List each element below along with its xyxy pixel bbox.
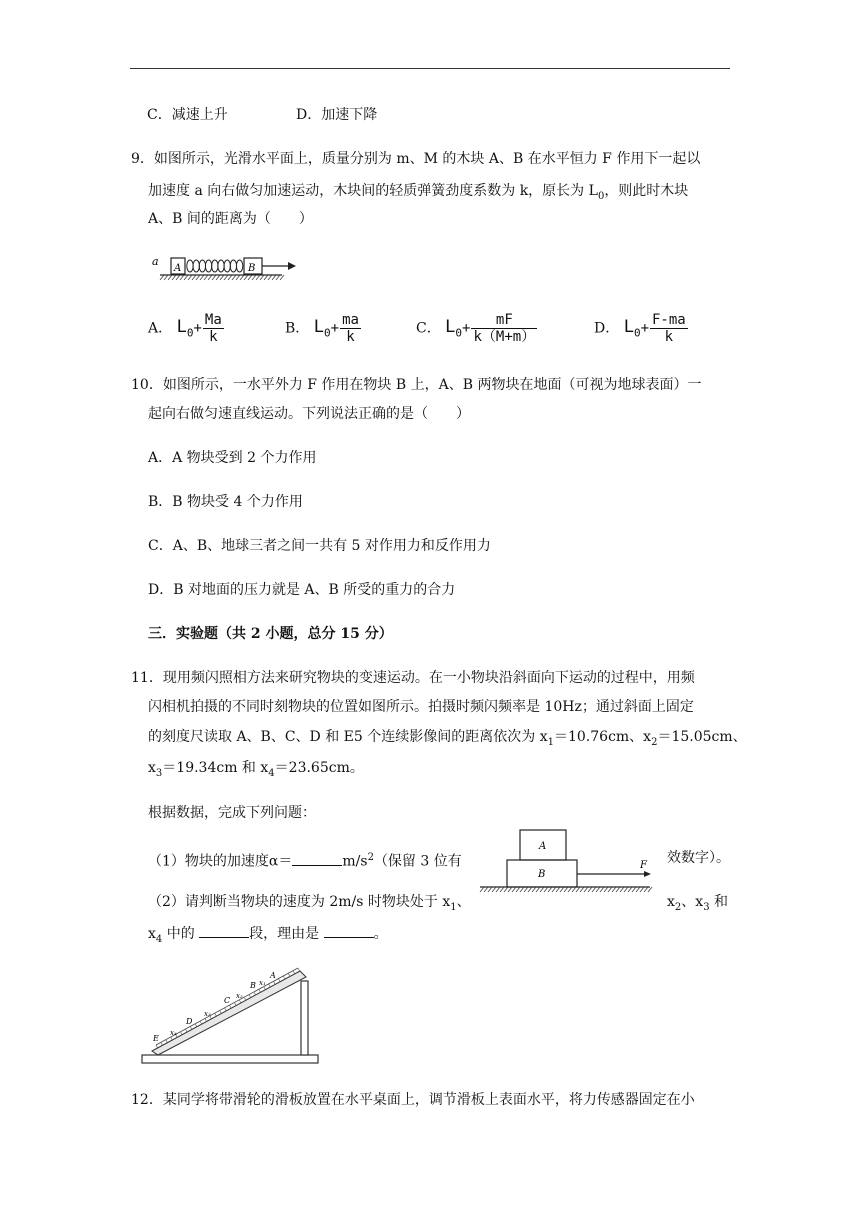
hatch-mark: [484, 887, 488, 892]
hatch-mark: [252, 275, 256, 280]
hatch-mark: [248, 275, 252, 280]
ruler-tick: [293, 971, 295, 974]
hatch-mark: [596, 887, 600, 892]
stack-block-b-label: B: [538, 869, 546, 880]
hatch-mark: [620, 887, 624, 892]
incline-base: [142, 1055, 318, 1063]
hatch-mark: [520, 887, 524, 892]
q9-stem-line2: 加速度 a 向右做匀加速运动，木块间的轻质弹簧劲度系数为 k，原长为 $L_0$，则此时木块: [148, 183, 689, 202]
answer-blank-reason[interactable]: [324, 923, 374, 938]
spring-coil: [224, 260, 230, 272]
hatch-mark: [604, 887, 608, 892]
q9-fig-block-b-label: B: [248, 263, 256, 274]
incline-label-c: C: [224, 996, 231, 1005]
ruler-tick: [180, 1032, 182, 1035]
hatch-mark: [592, 887, 596, 892]
hatch-mark: [636, 887, 640, 892]
incline-ruler: [156, 968, 298, 1045]
hatch-mark: [560, 887, 564, 892]
ruler-tick: [298, 968, 300, 971]
hatch-mark: [568, 887, 572, 892]
hatch-mark: [580, 887, 584, 892]
hatch-mark: [176, 275, 180, 280]
incline-board: [152, 971, 306, 1055]
ruler-tick: [215, 1013, 217, 1016]
ruler-tick: [171, 1037, 173, 1040]
spring-coil: [212, 260, 218, 272]
hatch-mark: [528, 887, 532, 892]
hatch-mark: [184, 275, 188, 280]
hatch-mark: [480, 887, 484, 892]
hatch-mark: [588, 887, 592, 892]
hatch-mark: [228, 275, 232, 280]
spring-coil: [230, 260, 236, 272]
hatch-mark: [224, 275, 228, 280]
ruler-tick: [205, 1018, 207, 1021]
ruler-tick: [195, 1024, 197, 1027]
ruler-tick: [229, 1005, 231, 1008]
q10-option-a: A．A 物块受到 2 个力作用: [148, 450, 317, 466]
q9-option-c: C． $L_0+$ $\frac{mF}{k(M+m)}$: [416, 312, 536, 345]
stack-block-a-label: A: [539, 841, 547, 852]
ruler-tick: [239, 1000, 241, 1003]
hatch-mark: [220, 275, 224, 280]
ruler-tick: [269, 984, 271, 987]
ruler-tick: [185, 1029, 187, 1032]
spring-coil: [187, 260, 193, 272]
incline-post: [301, 981, 308, 1055]
hatch-mark: [232, 275, 236, 280]
q10-option-d: D．B 对地面的压力就是 A、B 所受的重力的合力: [148, 582, 456, 598]
hatch-mark: [516, 887, 520, 892]
ruler-ticks: [156, 968, 300, 1048]
stack-force-head: [644, 871, 651, 877]
hatch-mark: [508, 887, 512, 892]
force-arrow-head: [288, 262, 296, 270]
ruler-tick: [259, 989, 261, 992]
hatch-mark: [600, 887, 604, 892]
hatch-mark: [584, 887, 588, 892]
header-rule: [130, 68, 730, 69]
q11-part2-end: $x_2$、$x_3$ 和: [667, 894, 729, 913]
hatch-mark: [564, 887, 568, 892]
hatch-mark: [196, 275, 200, 280]
ruler-tick: [161, 1042, 163, 1045]
spring-coil: [218, 260, 224, 272]
hatch-mark: [492, 887, 496, 892]
hatch-mark: [280, 275, 284, 280]
hatch-mark: [236, 275, 240, 280]
hatch-mark: [268, 275, 272, 280]
ruler-tick: [264, 987, 266, 990]
q11-part1: （1）物块的加速度$\alpha= m/s^2$（保留 3 位有: [148, 852, 462, 870]
ruler-tick: [200, 1021, 202, 1024]
q11-part1-end: 效数字）。: [667, 850, 730, 866]
ruler-tick: [220, 1010, 222, 1013]
hatch-mark: [616, 887, 620, 892]
hatch-mark: [204, 275, 208, 280]
q9-spring-figure: [150, 250, 300, 284]
hatch-mark: [260, 275, 264, 280]
ground-hatch: [160, 275, 284, 280]
q9-option-a: A． $L_0+$ $\frac{Ma}{k}$: [148, 312, 222, 345]
hatch-mark: [172, 275, 176, 280]
incline-label-a: A: [270, 971, 276, 980]
hatch-mark: [624, 887, 628, 892]
hatch-mark: [576, 887, 580, 892]
q8-option-c: C．减速上升: [147, 107, 228, 123]
incline-label-d: D: [186, 1017, 193, 1026]
q10-option-b: B．B 物块受 4 个力作用: [148, 494, 303, 510]
hatch-mark: [644, 887, 648, 892]
q9-option-d: D． $L_0+$ $\frac{F-ma}{k}$: [594, 312, 686, 345]
hatch-mark: [612, 887, 616, 892]
hatch-mark: [240, 275, 244, 280]
ruler-tick: [166, 1040, 168, 1043]
ruler-tick: [278, 979, 280, 982]
hatch-mark: [188, 275, 192, 280]
hatch-mark: [500, 887, 504, 892]
q11-part2: （2）请判断当物块的速度为 2m/s 时物块处于 $x_1$、: [148, 894, 471, 913]
hatch-mark: [524, 887, 528, 892]
hatch-mark: [552, 887, 556, 892]
incline-x4: x₄: [170, 1029, 177, 1037]
hatch-mark: [640, 887, 644, 892]
q11-stacked-blocks-figure: [478, 826, 658, 896]
stack-ground-hatch: [480, 887, 652, 892]
section-3-heading: 三．实验题（共 2 小题，总分 15 分）: [148, 626, 393, 642]
q10-stem-line2: 起向右做匀速直线运动。下列说法正确的是（ ）: [148, 406, 470, 422]
q9-fig-block-a-label: A: [174, 263, 182, 274]
hatch-mark: [512, 887, 516, 892]
answer-blank-acceleration[interactable]: [292, 851, 342, 866]
q11-line1: 11．现用频闪照相方法来研究物块的变速运动。在一小物块沿斜面向下运动的过程中，用频: [131, 670, 695, 686]
q9-option-b: B． $L_0+$ $\frac{ma}{k}$: [285, 312, 359, 345]
q9-stem-line1: 9．如图所示，光滑水平面上，质量分别为 m、M 的木块 A、B 在水平恒力 F 作用下一起以: [131, 151, 701, 167]
q11-line2: 闪相机拍摄的不同时刻物块的位置如图所示。拍摄时频闪频率是 10Hz；通过斜面上固定: [148, 699, 694, 715]
spring-coil: [236, 260, 242, 272]
hatch-mark: [504, 887, 508, 892]
ruler-tick: [225, 1008, 227, 1011]
q11-line4: $x_3=19.34cm$ 和 $x_4=23.65cm$。: [148, 760, 364, 779]
q10-option-c: C．A、B、地球三者之间一共有 5 对作用力和反作用力: [148, 538, 491, 554]
q11-incline-figure: [140, 965, 322, 1067]
incline-label-b: B: [250, 981, 256, 990]
hatch-mark: [216, 275, 220, 280]
spring: [187, 260, 243, 272]
q11-intro: 根据数据，完成下列问题：: [148, 805, 316, 821]
hatch-mark: [192, 275, 196, 280]
hatch-mark: [536, 887, 540, 892]
hatch-mark: [264, 275, 268, 280]
hatch-mark: [180, 275, 184, 280]
hatch-mark: [556, 887, 560, 892]
spring-coil: [205, 260, 211, 272]
hatch-mark: [544, 887, 548, 892]
ruler-tick: [283, 976, 285, 979]
hatch-mark: [160, 275, 164, 280]
ruler-tick: [244, 997, 246, 1000]
spring-coil: [193, 260, 199, 272]
hatch-mark: [164, 275, 168, 280]
hatch-mark: [548, 887, 552, 892]
q12-line1: 12．某同学将带滑轮的滑板放置在水平桌面上，调节滑板上表面水平，将力传感器固定在小: [131, 1092, 695, 1108]
ruler-tick: [156, 1045, 158, 1048]
q9-stem-line3: A、B 间的距离为（ ）: [148, 211, 313, 227]
hatch-mark: [540, 887, 544, 892]
hatch-mark: [212, 275, 216, 280]
q10-stem-line1: 10．如图所示，一水平外力 F 作用在物块 B 上，A、B 两物块在地面（可视为地球表面）一: [131, 377, 702, 393]
q11-part2-line2: $x_4$ 中的 段，理由是 。: [148, 923, 388, 950]
hatch-mark: [168, 275, 172, 280]
hatch-mark: [572, 887, 576, 892]
hatch-mark: [256, 275, 260, 280]
ruler-tick: [288, 973, 290, 976]
answer-blank-segment[interactable]: [199, 923, 249, 938]
incline-label-e: E: [153, 1034, 159, 1043]
q11-line3: 的刻度尺读取 A、B、C、D 和 E5 个连续影像间的距离依次为 $x_1=10.76cm$、$x_2=15.05cm$、: [148, 729, 747, 748]
ruler-tick: [234, 1003, 236, 1006]
hatch-mark: [648, 887, 652, 892]
ruler-tick: [274, 981, 276, 984]
spring-coil: [199, 260, 205, 272]
hatch-mark: [208, 275, 212, 280]
stack-force-label: F: [640, 860, 647, 871]
hatch-mark: [244, 275, 248, 280]
hatch-mark: [496, 887, 500, 892]
hatch-mark: [608, 887, 612, 892]
q9-fig-a-label: a: [152, 255, 159, 268]
ruler-tick: [254, 992, 256, 995]
hatch-mark: [628, 887, 632, 892]
incline-x2: x₂: [236, 992, 243, 1000]
hatch-mark: [532, 887, 536, 892]
hatch-mark: [276, 275, 280, 280]
hatch-mark: [200, 275, 204, 280]
hatch-mark: [632, 887, 636, 892]
incline-x3: x₃: [204, 1010, 211, 1018]
hatch-mark: [272, 275, 276, 280]
q8-option-d: D．加速下降: [296, 107, 378, 123]
ruler-tick: [249, 995, 251, 998]
hatch-mark: [488, 887, 492, 892]
ruler-tick: [190, 1026, 192, 1029]
incline-x1: x₁: [259, 979, 266, 987]
